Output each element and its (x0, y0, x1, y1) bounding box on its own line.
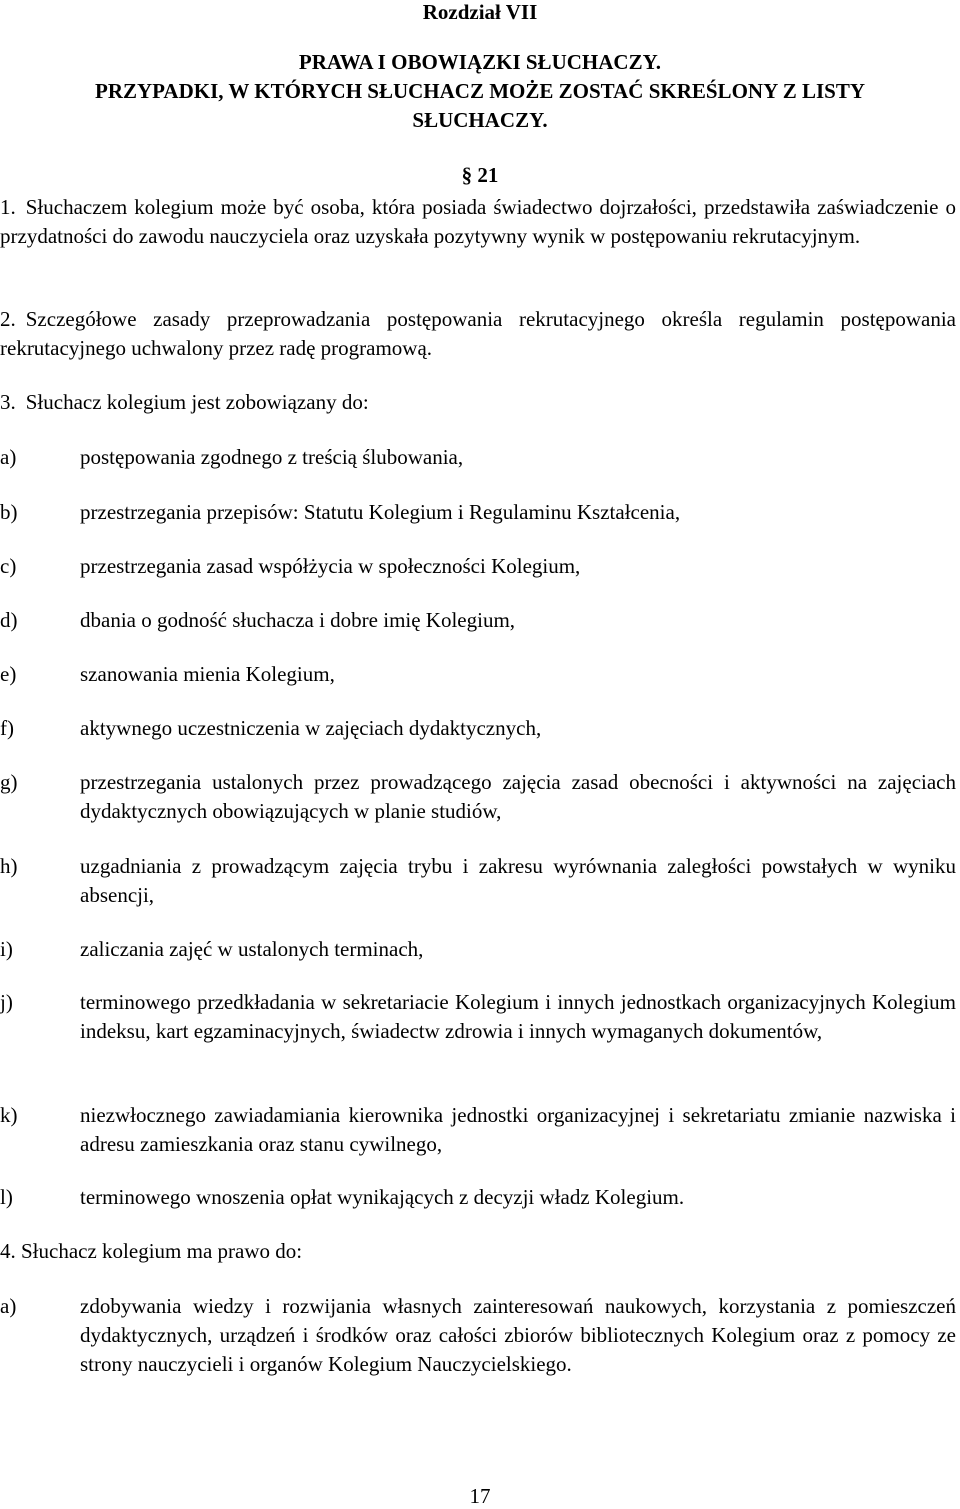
list-text: przestrzegania zasad współżycia w społeczności Kolegium, (80, 554, 581, 578)
list-marker: a) (0, 445, 17, 469)
list-marker: a) (0, 1294, 17, 1318)
paragraph-number: 1. (0, 195, 16, 219)
paragraph-text: Słuchacz kolegium jest zobowiązany do: (25, 390, 369, 414)
list-text: przestrzegania przepisów: Statutu Kolegium i Regulaminu Kształcenia, (80, 500, 681, 524)
list-text: dbania o godność słuchacza i dobre imię Kolegium, (80, 608, 516, 632)
paragraph-3 (0, 388, 956, 417)
paragraph-4 (0, 1237, 956, 1266)
list-text: postępowania zgodnego z treścią ślubowania, (80, 445, 464, 469)
list-marker: c) (0, 554, 17, 578)
list-text: przestrzegania ustalonych przez prowadzącego zajęcia zasad obecności i aktywności na zajęciach dydaktycznych obowiązujących w planie studiów, (80, 770, 956, 823)
title-line-3: SŁUCHACZY. (412, 108, 548, 132)
title-line-2: PRZYPADKI, W KTÓRYCH SŁUCHACZ MOŻE ZOSTAĆ SKREŚLONY Z LISTY (95, 79, 865, 103)
list-text: uzgadniania z prowadzącym zajęcia trybu i zakresu wyrównania zaległości powstałych w wyniku absencji, (80, 854, 956, 907)
paragraph-number: 2. (0, 307, 16, 331)
paragraph-text: Szczegółowe zasady przeprowadzania postępowania rekrutacyjnego określa regulamin postępowania rekrutacyjnego uchwalony przez radę programową. (0, 307, 956, 360)
section-symbol: § 21 (461, 163, 499, 187)
list-text: niezwłocznego zawiadamiania kierownika jednostki organizacyjnej i sekretariatu zmianie nazwiska i adresu zamieszkania oraz stanu cywilnego, (80, 1103, 956, 1156)
list-marker: f) (0, 716, 14, 740)
list-text: zdobywania wiedzy i rozwijania własnych zainteresowań naukowych, korzystania z pomieszczeń dydaktycznych, urządzeń i środków oraz całości zbiorów bibliotecznych Kolegium oraz z pomocy ze strony nauczycieli i organów Kolegium Nauczycielskiego. (80, 1294, 956, 1376)
list-marker: h) (0, 854, 18, 878)
paragraph-text: Słuchaczem kolegium może być osoba, która posiada świadectwo dojrzałości, przedstawiła zaświadczenie o przydatności do zawodu nauczyciela oraz uzyskała pozytywny wynik w postępowaniu rekrutacyjnym. (0, 195, 956, 248)
list-text: zaliczania zajęć w ustalonych terminach, (80, 937, 424, 961)
list-text: terminowego wnoszenia opłat wynikających z decyzji władz Kolegium. (80, 1185, 685, 1209)
list-marker: i) (0, 937, 13, 961)
list-text: terminowego przedkładania w sekretariacie Kolegium i innych jednostkach organizacyjnych Kolegium indeksu, kart egzaminacyjnych, świadectw zdrowia i innych wymaganych dokumentów, (80, 990, 956, 1043)
list-marker: b) (0, 500, 18, 524)
list-text: szanowania mienia Kolegium, (80, 662, 335, 686)
list-marker: g) (0, 770, 18, 794)
title-line-1: PRAWA I OBOWIĄZKI SŁUCHACZY. (298, 50, 662, 74)
paragraph-text: Słuchacz kolegium ma prawo do: (21, 1239, 303, 1263)
list-marker: k) (0, 1103, 18, 1127)
list-marker: l) (0, 1185, 13, 1209)
paragraph-number: 4. (0, 1239, 16, 1263)
list-marker: d) (0, 608, 18, 632)
paragraph-2 (0, 305, 956, 363)
paragraph-1 (0, 193, 956, 251)
chapter-heading: Rozdział VII (422, 0, 538, 24)
list-marker: j) (0, 990, 13, 1014)
list-text: aktywnego uczestniczenia w zajęciach dydaktycznych, (80, 716, 542, 740)
list-marker: e) (0, 662, 17, 686)
paragraph-number: 3. (0, 390, 16, 414)
page-number: 17 (469, 1484, 491, 1508)
